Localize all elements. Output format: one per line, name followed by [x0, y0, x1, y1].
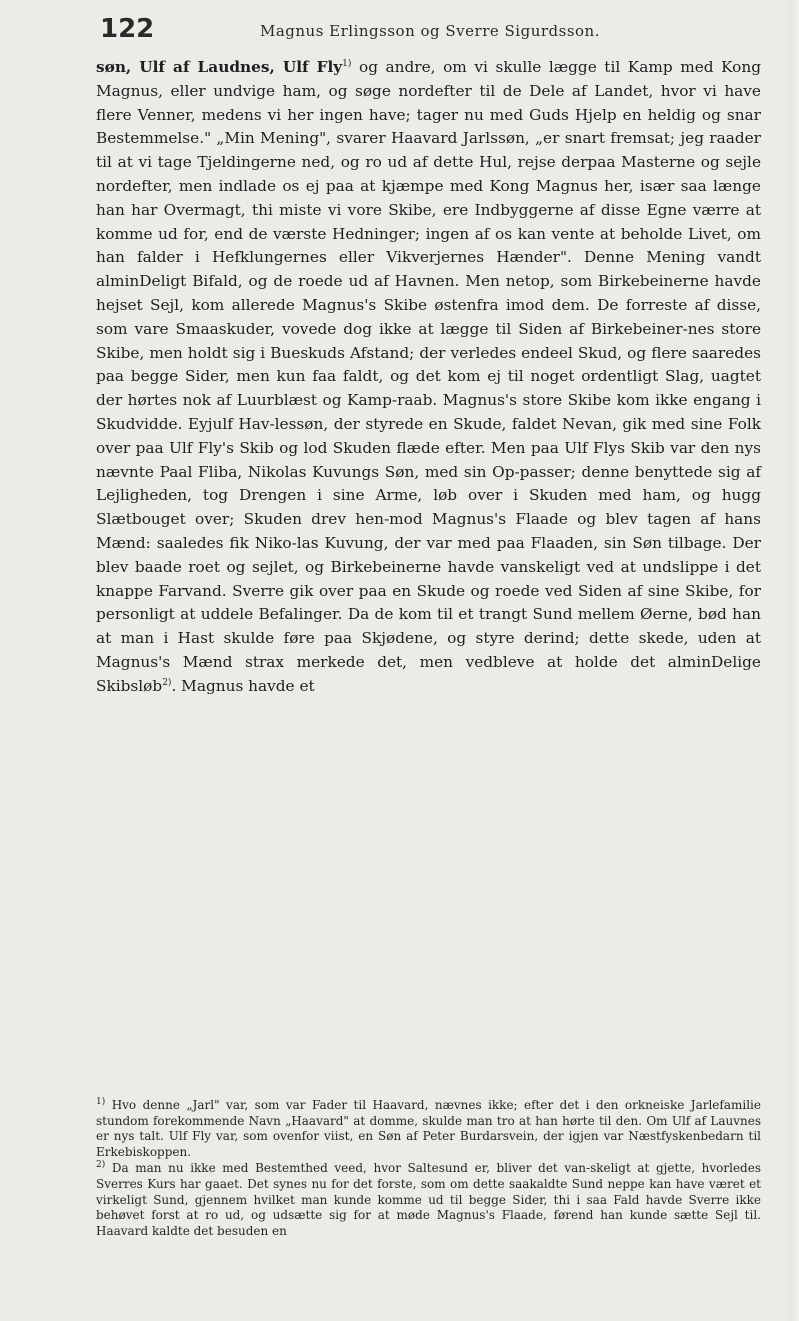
paragraph-trail: . Magnus havde et — [171, 676, 315, 695]
footnote-text: Hvo denne „Jarl" var, som var Fader til Haavard, nævnes ikke; efter det i den orkneiske Jarlefamilie stundom forekommende Navn „Haavard" at domme, skulde man tro at han hørte til den. Om Ulf af Lauvnes er nys talt. Ulf Fly var, som ovenfor viist, en Søn af Peter Burdarsvein, der igjen var Næstfyskenbedarn til Erkebiskoppen. — [96, 1098, 761, 1159]
page-edge — [789, 0, 799, 1321]
page-header — [100, 14, 760, 48]
body-paragraph — [96, 56, 761, 699]
footnote-ref-1[interactable]: 1) — [342, 58, 352, 69]
paragraph-lead: søn, Ulf af Laudnes, Ulf Fly — [96, 58, 343, 76]
footnote-mark: 2) — [96, 1160, 106, 1171]
footnote-text: Da man nu ikke med Bestemthed veed, hvor Saltesund er, bliver det van-skeligt at gjette, hvorledes Sverres Kurs har gaaet. Det synes nu for det forste, som om dette saakaldte Sund neppe kan have været et virkeligt Sund, gjennem hvilket man kunde komme ud til begge Sider, thi i saa Fald havde Sverre ikke behøvet forst at ro ud, og udsætte sig for at møde Magnus's Flaade, førend han kunde sætte Sejl til. Haavard kaldte det besuden en — [96, 1161, 761, 1238]
running-head: Magnus Erlingsson og Sverre Sigurdsson. — [259, 22, 600, 40]
footnote-ref-2[interactable]: 2) — [162, 677, 172, 688]
footnote-2 — [96, 1161, 761, 1239]
footnote-mark: 1) — [96, 1097, 106, 1107]
footnotes — [96, 1098, 761, 1240]
footnote-1 — [96, 1098, 761, 1160]
paragraph-text: og andre, om vi skulle lægge til Kamp med Kong Magnus, eller undvige ham, og søge nordefter til de Dele af Landet, hvor vi have flere Venner, medens vi her ingen have; tager nu med Guds Hjelp en heldig og snar Bestemmelse." „Min Mening", svarer Haavard Jarlssøn, „er snart fremsat; jeg raader til at vi tage Tjeldingerne ned, og ro ud af dette Hul, rejse derpaa Masterne og sejle nordefter, men indlade os ej paa at kjæmpe med Kong Magnus her, især saa længe han har Overmagt, thi miste vi vore Skibe, ere Indbyggerne af disse Egne værre at komme ud for, end de værste Hedninger; ingen af os kan vente at beholde Livet, om han falder i Hefklungernes eller Vikverjernes Hænder". Denne Mening vandt alminDeligt Bifald, og de roede ud af Havnen. Men netop, som Birkebeinerne havde hejset Sejl, kom allerede Magnus's Skibe østenfra imod dem. De forreste af disse, som vare Smaaskuder, vovede dog ikke at lægge til Siden af Birkebeiner-nes store Skibe, men holdt sig i Bueskuds Afstand; der verledes endeel Skud, og flere saaredes paa begge Sider, men kun faa faldt, og det kom ej til noget ordentligt Slag, uagtet der hørtes nok af Luurblæst og Kamp-raab. Magnus's store Skibe kom ikke engang i Skudvidde. Eyjulf Hav-lessøn, der styrede en Skude, faldet Nevan, gik med sine Folk over paa Ulf Fly's Skib og lod Skuden flæde efter. Men paa Ulf Flys Skib var den nys nævnte Paal Fliba, Nikolas Kuvungs Søn, med sin Op-passer; denne benyttede sig af Lejligheden, tog Drengen i sine Arme, løb over i Skuden med ham, og hugg Slætbouget over; Skuden drev hen-mod Magnus's Flaade og blev tagen af hans Mænd: saaledes fik Niko-las Kuvung, der var med paa Flaaden, sin Søn tilbage. Der blev baade roet og sejlet, og Birkebeinerne havde vanskeligt ved at undslippe i det knappe Farvand. Sverre gik over paa en Skude og roede ved Siden af sine Skibe, for personligt at uddele Befalinger. Da de kom til et trangt Sund mellem Øerne, bød han at man i Hast skulde føre paa Skjødene, og styre derind; dette skede, uden at Magnus's Mænd strax merkede det, men vedbleve at holde det alminDelige Skibsløb — [96, 58, 761, 695]
body-text — [96, 56, 761, 699]
page-number: 122 — [100, 14, 155, 44]
